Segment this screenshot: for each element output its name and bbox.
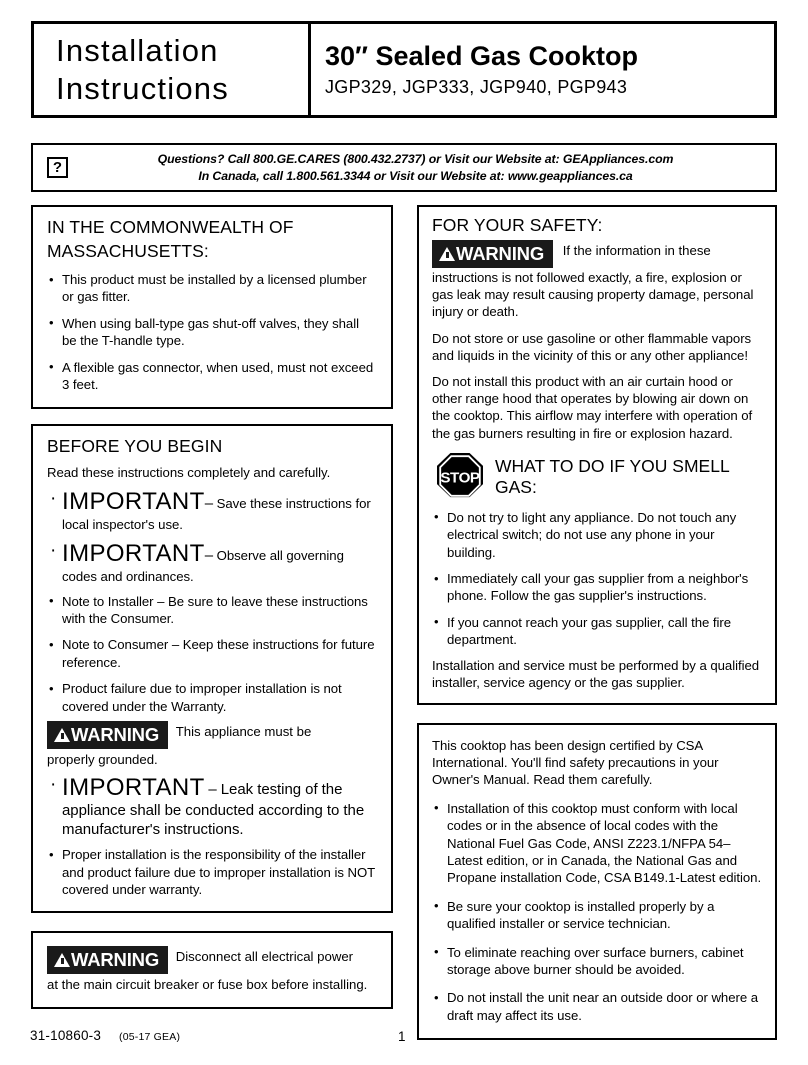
questions-bar — [31, 143, 777, 192]
smell-gas-heading — [495, 452, 730, 498]
important-label: IMPORTANT — [62, 487, 205, 515]
warning-badge-label: WARNING — [71, 724, 160, 746]
massachusetts-title-line-1: IN THE COMMONWEALTH OF — [47, 217, 294, 237]
header-product-block — [311, 24, 774, 115]
electrical-warning-first-line — [47, 946, 377, 974]
important-text-2: Observe all governing codes and ordinances. — [62, 547, 344, 584]
warning-badge — [47, 721, 168, 749]
warning-triangle-icon — [54, 728, 70, 742]
important-leak-text: – Leak testing of the appliance shall be conducted according to the manufacturer's instructions. — [62, 781, 365, 839]
warning-badge — [432, 240, 553, 268]
grounding-warning-inline: This appliance must be — [175, 724, 312, 740]
model-numbers: JGP329, JGP333, JGP940, PGP943 — [325, 77, 628, 97]
before-you-begin-list-2 — [47, 775, 377, 898]
svg-text:STOP: STOP — [440, 469, 480, 487]
list-item: • A flexible gas connector, when used, must not exceed 3 feet. — [47, 359, 377, 394]
stop-sign-icon — [437, 453, 483, 499]
before-you-begin-box — [31, 424, 393, 912]
safety-closing: Installation and service must be performed by a qualified installer, service agency or the gas supplier. — [432, 657, 760, 690]
list-item: • Installation of this cooktop must conform with local codes or in the absence of local codes with the National Fuel Gas Code, ANSI Z223.1/NFPA 54–Latest edition, or in Canada, the National Gas and Propane installation Code, CSA B149.1-Latest edition. — [432, 800, 762, 887]
list-item-important-2 — [47, 541, 377, 586]
electrical-warning-box — [31, 931, 393, 1009]
list-item: • Do not install the unit near an outside door or where a draft may affect its use. — [432, 989, 762, 1024]
list-item: • Do not try to light any appliance. Do not touch any electrical switch; do not use any phone in your building. — [432, 509, 762, 561]
warning-triangle-icon — [439, 247, 455, 261]
safety-warning-rest: instructions is not followed exactly, a fire, explosion or gas leak may result causing property damage, personal injury or death. — [432, 270, 754, 320]
header-title-line-2: Instructions — [56, 70, 229, 106]
questions-text — [80, 151, 775, 185]
for-your-safety-box — [417, 205, 777, 705]
document-footer — [30, 1028, 776, 1050]
list-item: • Note to Installer – Be sure to leave these instructions with the Consumer. — [47, 593, 377, 628]
electrical-warning-inline: Disconnect all electrical power — [175, 948, 354, 964]
footer-document-code: 31-10860-3 — [30, 1028, 102, 1043]
document-header — [31, 21, 777, 118]
smell-gas-bullet-list — [432, 509, 762, 649]
certification-box — [417, 723, 777, 1040]
smell-gas-heading-row — [432, 452, 762, 499]
header-title-block — [34, 24, 311, 115]
product-title: 30″ Sealed Gas Cooktop — [325, 41, 639, 71]
massachusetts-box — [31, 205, 393, 409]
list-item-important-3 — [47, 775, 377, 839]
right-column — [417, 205, 777, 1055]
list-item: • Be sure your cooktop is installed properly by a qualified installer or service technician. — [432, 898, 762, 933]
list-item: • If you cannot reach your gas supplier, call the fire department. — [432, 614, 762, 649]
important-dash-1: – — [204, 494, 214, 512]
important-dash-2: – — [204, 546, 214, 564]
certification-bullet-list — [432, 800, 762, 1024]
safety-paragraph-2: Do not store or use gasoline or other flammable vapors and liquids in the vicinity of this or any other appliance! — [432, 330, 752, 363]
important-label: IMPORTANT — [62, 539, 205, 567]
certification-intro: This cooktop has been design certified by CSA International. You'll find safety precautions in your Owner's Manual. Read them carefully. — [432, 738, 719, 788]
grounding-warning-rest: properly grounded. — [47, 752, 158, 768]
before-you-begin-list — [47, 489, 377, 715]
safety-warning-first-line — [432, 240, 762, 268]
list-item: • Product failure due to improper installation is not covered under the Warranty. — [47, 680, 377, 715]
smell-gas-heading-line-2: GAS: — [495, 476, 537, 497]
warning-badge-label: WARNING — [71, 948, 160, 970]
list-item-important-1 — [47, 489, 377, 534]
warning-badge — [47, 946, 168, 974]
question-mark-icon: ? — [47, 157, 68, 178]
safety-warning-inline: If the information in these — [562, 243, 711, 258]
footer-revision: (05-17 GEA) — [119, 1031, 181, 1043]
smell-gas-heading-line-1: WHAT TO DO IF YOU SMELL — [495, 455, 730, 476]
questions-line-2: In Canada, call 1.800.561.3344 or Visit our Website at: www.geappliances.ca — [198, 168, 633, 183]
questions-line-1: Questions? Call 800.GE.CARES (800.432.2737) or Visit our Website at: GEAppliances.com — [157, 151, 674, 166]
before-you-begin-intro: Read these instructions completely and carefully. — [47, 465, 331, 481]
list-item: • Note to Consumer – Keep these instructions for future reference. — [47, 636, 377, 671]
grounding-warning — [47, 721, 377, 749]
warning-badge-label: WARNING — [456, 243, 545, 264]
list-item: • This product must be installed by a licensed plumber or gas fitter. — [47, 271, 377, 306]
list-item: • When using ball-type gas shut-off valves, they shall be the T-handle type. — [47, 315, 377, 350]
footer-page-number: 1 — [398, 1029, 406, 1044]
safety-paragraph-3: Do not install this product with an air curtain hood or other range hood that operates by blowing air down on the cooktop. This airflow may interfere with operation of the gas burners resulting in fire or explosion hazard. — [432, 374, 753, 441]
massachusetts-bullet-list — [47, 271, 377, 393]
warning-triangle-icon — [54, 953, 70, 967]
list-item: • Immediately call your gas supplier from a neighbor's phone. Follow the gas supplier's instructions. — [432, 570, 762, 605]
for-your-safety-title: FOR YOUR SAFETY: — [432, 215, 603, 235]
electrical-warning-rest: at the main circuit breaker or fuse box before installing. — [47, 976, 368, 992]
header-title-line-1: Installation — [56, 32, 219, 68]
list-item: • To eliminate reaching over surface burners, cabinet storage above burner should be avoided. — [432, 944, 762, 979]
list-item: • Proper installation is the responsibility of the installer and product failure due to improper installation is NOT covered under warranty. — [47, 846, 377, 898]
before-you-begin-title: BEFORE YOU BEGIN — [47, 436, 223, 457]
important-label: IMPORTANT — [62, 774, 205, 802]
massachusetts-title-line-2: MASSACHUSETTS: — [47, 241, 209, 261]
important-text-1: Save these instructions for local inspector's use. — [62, 495, 371, 532]
left-column — [31, 205, 393, 1024]
